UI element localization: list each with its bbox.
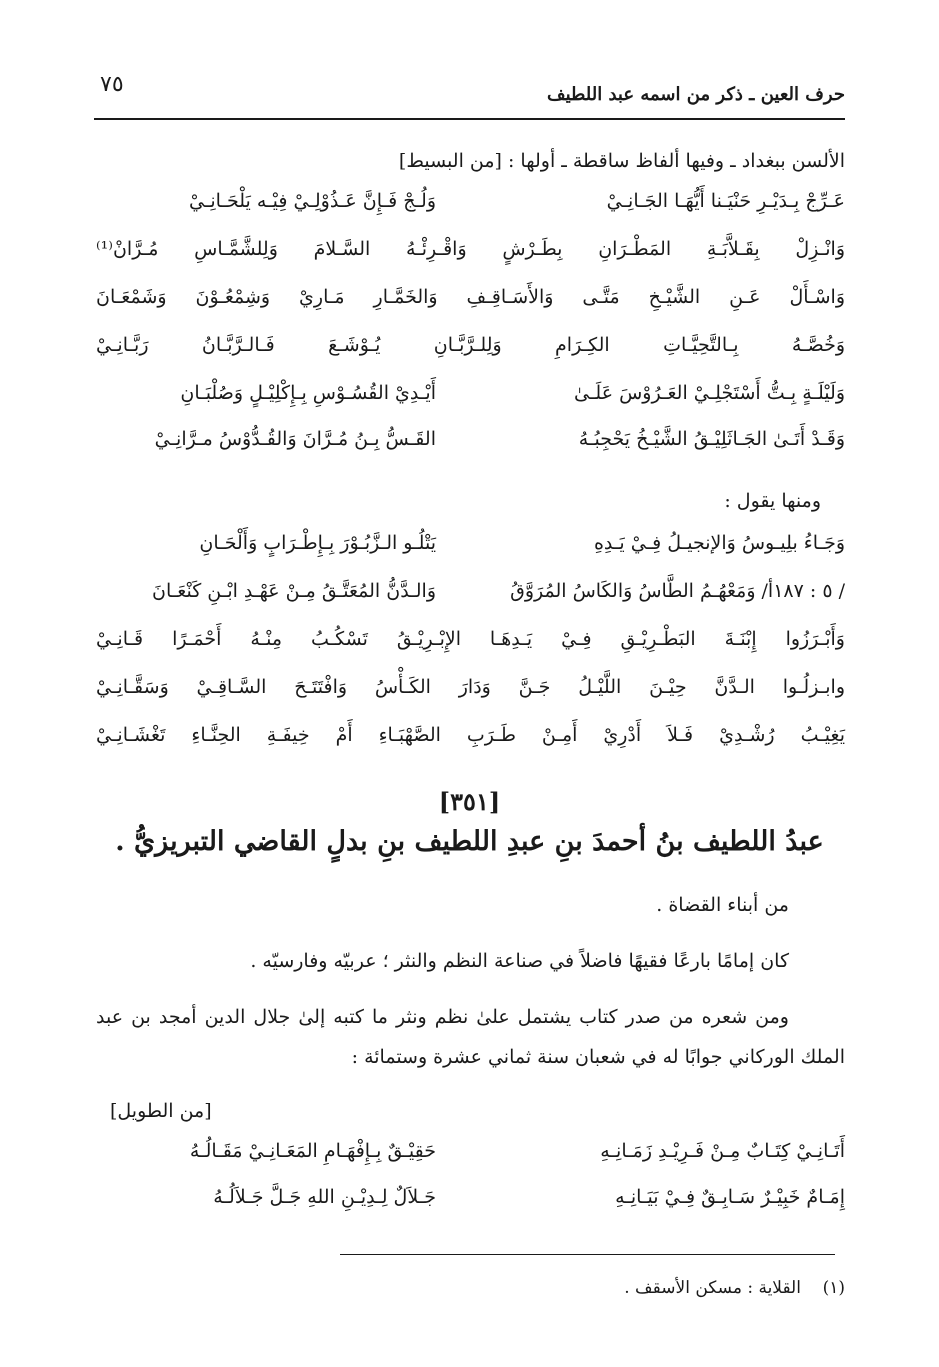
intro-line: الألسن ببغداد ـ وفيها ألفاظ ساقطة ـ أولها : [من البسيط]	[398, 150, 845, 172]
footnote	[96, 1278, 845, 1298]
poem2-verse	[96, 532, 845, 568]
verse-hemistich-first: وَلَيْلَـةٍ بِـتُّ أَسْتَجْلِـيْ العَـرُوْسَ عَلَـىٰ	[574, 382, 845, 404]
poem1-verse: وَخُصَّـهُ بِـالتَّحِيَّـاتِ الكِـرَامِ وَلِلـرَّبَّـانِ يُـوْشَـعَ فَـالـرَّبَّـانُ رَبَّـانِـيْ	[96, 334, 845, 356]
minha-label: ومنها يقول :	[724, 490, 821, 512]
verse-hemistich-first: / ٥ : ١٨٧أ/ وَمَعْهُـمُ الطَّاسُ وَالكَاسُ المُرَوَّقُ	[510, 580, 845, 602]
poem1-verse	[96, 428, 845, 464]
poem3-verse	[96, 1140, 845, 1176]
entry-number: [٣٥١]	[438, 787, 501, 816]
poem1-verse	[96, 190, 845, 226]
header-rule	[94, 118, 845, 120]
verse-hemistich-second: القَـسُّ بِـنُ مُـرَّانَ وَالقُـدُّوْسُ مـرَّانِـيْ	[154, 428, 436, 450]
verse-hemistich-second: جَـلاَلٌ لِـدِيْـنِ اللهِ جَـلَّ جَـلاَلُـهُ	[213, 1186, 436, 1208]
paragraph: من أبناء القضاة .	[656, 894, 789, 916]
verse-hemistich-first: وَقَـدْ أَتَـىٰ الجَـاثَلِيْـقُ الشَّيْـخُ يَحْجِبُـهُ	[578, 428, 845, 450]
paragraph: كان إمامًا بارعًا فقيهًا فاضلاً في صناعة النظم والنثر ؛ عربيّه وفارسيّه .	[250, 950, 789, 972]
poem3-verse	[96, 1186, 845, 1222]
poem1-verse: وَاسْـأَلْ عَـنِ الشَّيْـخِ مَتَّـى وَالأَسَـاقِـفِ وَالخَمَّـارِ مَـارِيْ وَشِمْعُـوْنَ وَشَمْعَـانَ	[96, 286, 845, 308]
page-number: ٧٥	[100, 72, 124, 97]
poem2-verse	[96, 580, 845, 616]
entry-title: عبدُ اللطيف بنُ أحمدَ بنِ عبدِ اللطيف بنِ بدلٍ القاضي التبريزيُّ .	[115, 826, 824, 857]
verse-hemistich-second: وَالـدَّنُّ المُعَتَّـقُ مِـنْ عَهْـدِ ابْـنِ كَنْعَـانَ	[152, 580, 436, 602]
running-title: حرف العين ـ ذكر من اسمه عبد اللطيف	[546, 84, 845, 105]
poem1-verse: وَانْـزِلْ بِقَـلاَّبَـةِ المَطْـرَانِ بِطَـرْشٍ وَاقْـرِئْـهُ السَّـلامَ وَلِلشَّمَّـاسِ مُـرَّانْ⁽¹⁾	[96, 238, 845, 260]
poem2-verse: وابـزلُـوا الـدَّنَّ حِيْـنَ اللَّيْـلُ جَـنَّ وَدَارَ الكَـأْسُ وَافْتَتَـحَ السَّـاقِـيْ وَسَقَّـانِـيْ	[96, 676, 845, 698]
meter-label: [من الطويل]	[110, 1100, 212, 1122]
verse-hemistich-second: يَتْلُـو الـزَّبُـوْرَ بِـإِطْـرَابٍ وَأَلْحَـانِ	[199, 532, 436, 554]
verse-hemistich-first: عَـرِّجْ بِـدَيْـرِ حَنْيَـنا أَيُّهَـا الجَـانِـيْ	[606, 190, 845, 212]
footnote-marker: (١)	[822, 1278, 845, 1298]
poem1-verse	[96, 382, 845, 418]
poem2-verse: يَغِيْـبُ رُشْـدِيْ فَـلاَ أَدْرِيْ أَمِـنْ طَـرَبِ الصَّهْبَـاءِ أَمْ خِيفَـةِ الحِنَّـاءِ تَغْشَـانِـيْ	[96, 724, 845, 746]
poem2-verse: وَأَبْـرَزُوا إِبْنَـةَ البَطْـرِيْـقِ فِـيْ يَـدِهَـا الإِبْـرِيْـقُ تَسْكُـبُ مِنْـهُ أَحْمَـرًا قَـانِـيْ	[96, 628, 845, 650]
verse-hemistich-second: وَلُـجْ فَـإِنَّ عَـذُوْلِـيْ فِيْـه يَلْحَـانِـيْ	[188, 190, 436, 212]
footnote-text: القلاية : مسكن الأسقف .	[624, 1278, 801, 1298]
verse-hemistich-first: وَجَـاءُ بلِيـوسُ وَالإنجيـلُ فِـيْ يَـدِهِ	[593, 532, 845, 554]
paragraph-line: ومن شعره من صدر كتاب يشتمل علىٰ نظم ونثر ما كتبه إلىٰ جلال الدين أمجد بن عبد	[96, 1006, 789, 1028]
verse-hemistich-first: أَتَـانِـيْ كِتَـابٌ مِـنْ فَـرِيْـدِ زَمَـانِـهِ	[600, 1140, 845, 1162]
verse-hemistich-second: حَقِيْـقٌ بِـإِفْهَـامِ المَعَـانِـيْ مَقَـالُـهُ	[189, 1140, 436, 1162]
paragraph-line: الملك الوركاني جوابًا له في شعبان سنة ثماني عشرة وستمائة :	[351, 1046, 845, 1068]
footnote-rule	[340, 1254, 835, 1255]
verse-hemistich-second: أَيْـدِيْ القُسُـوْسِ بِـإِكْلِيْـلٍ وَصُلْبَـانِ	[180, 382, 436, 404]
verse-hemistich-first: إِمَـامٌ خَبِيْـرٌ سَـابِـقٌ فِـيْ بَيَـانِـهِ	[615, 1186, 845, 1208]
